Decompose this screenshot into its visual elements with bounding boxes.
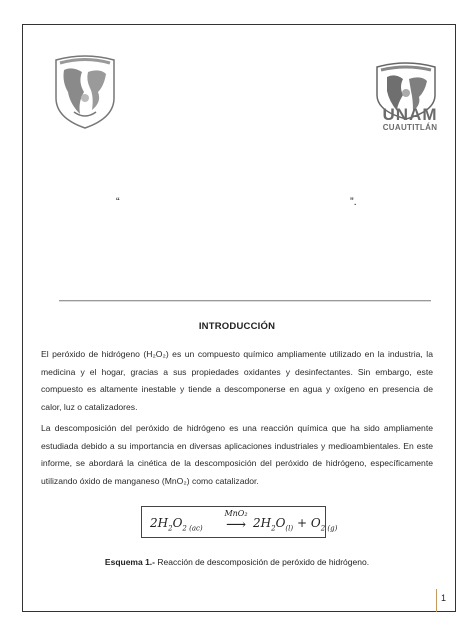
reaction-equation <box>141 506 338 538</box>
caption-label: Esquema 1.- <box>104 557 155 567</box>
equation-reactant: $2H_2O_{2 (ac)}$ <box>150 516 203 533</box>
brand-main: UNAM <box>382 105 438 124</box>
title-quote-open: “ <box>116 196 120 208</box>
page-number-rule <box>436 589 457 612</box>
page-number: 1 <box>441 593 447 603</box>
title-quote-close: ”. <box>350 196 357 208</box>
caption-text: Reacción de descomposición de peróxido de hidrógeno. <box>155 557 370 567</box>
catalyst-label: MnO₂ <box>224 509 248 518</box>
reaction-arrow: MnO₂ ⟶ <box>221 509 251 531</box>
section-divider <box>59 300 431 301</box>
unam-brand <box>370 106 450 132</box>
paragraph-1: El peróxido de hidrógeno (H₂O₂) es un compuesto químico ampliamente utilizado en la industria, la medicina y el hogar, gracias a sus propiedades oxidantes y desinfectantes. Sin embargo, este compuesto es altamente inestable y tiende a descomponerse en agua y oxígeno en presencia de calor, luz o catalizadores. <box>41 349 433 413</box>
scheme-caption <box>0 557 474 567</box>
section-heading: INTRODUCCIÓN <box>198 321 276 332</box>
paragraph-2: La descomposición del peróxido de hidrógeno es una reacción química que ha sido ampliamente estudiada debido a su importancia en diversas aplicaciones industriales y medioambientales. En este informe, se abordará la cinética de la descomposición del peróxido de hidrógeno, específicamente utilizando óxido de manganeso (MnO₂) como catalizador. <box>41 423 433 487</box>
brand-sub: CUAUTITLÁN <box>382 123 438 132</box>
unam-seal-logo <box>48 52 122 130</box>
equation-products: $2H_2O_{(l)} + O_{2 (g)}$ <box>253 516 338 533</box>
